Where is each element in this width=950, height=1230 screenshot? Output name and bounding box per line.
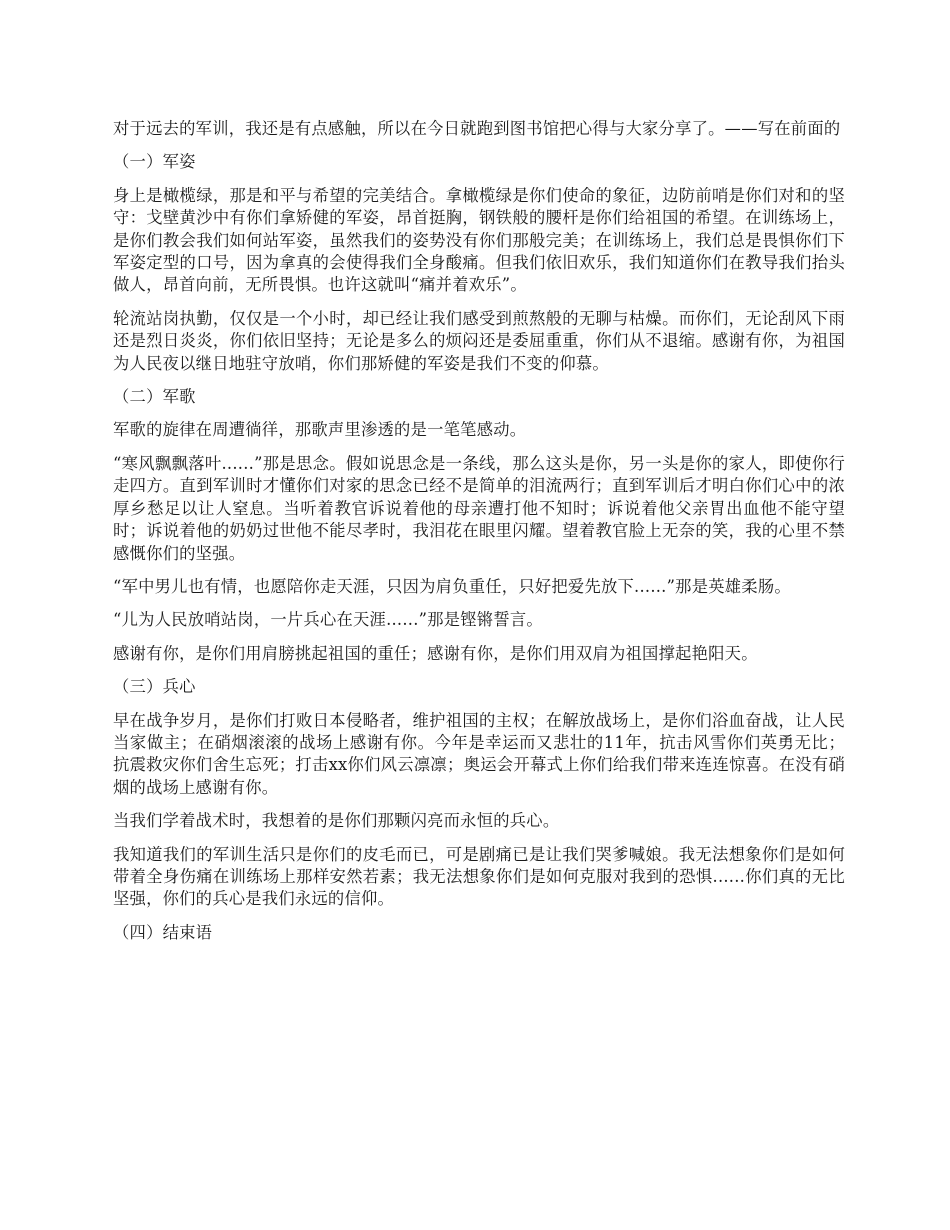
- intro-paragraph: 对于远去的军训，我还是有点感触，所以在今日就跑到图书馆把心得与大家分享了。——写在前面的: [113, 119, 841, 138]
- paragraph: 感谢有你，是你们用肩膀挑起祖国的重任；感谢有你，是你们用双肩为祖国撑起艳阳天。: [113, 643, 758, 663]
- paragraph: 当我们学着战术时，我想着的是你们那颗闪亮而永恒的兵心。: [113, 811, 560, 831]
- section-heading-conclusion: （四）结束语: [113, 922, 213, 942]
- paragraph: “军中男儿也有情，也愿陪你走天涯，只因为肩负重任，只好把爱先放下......”那是英雄柔肠。: [113, 576, 791, 596]
- section-heading-military-posture: （一）军姿: [113, 152, 196, 172]
- paragraph: “寒风飘飘落叶......”那是思念。假如说思念是一条线，那么这头是你，另一头是你的家人，即使你行走四方。直到军训时才懂你们对家的思念已经不是简单的泪流两行；直到军训后才明白你们心中的浓厚乡愁足以让人窒息。当听着教官诉说着他的母亲遭打他不知时；诉说着他父亲胃出血他不能守望时；诉说着他的奶奶过世他不能尽孝时，我泪花在眼里闪耀。望着教官脸上无奈的笑，我的心里不禁感慨你们的坚强。: [113, 453, 845, 563]
- section-heading-soldier-heart: （三）兵心: [113, 677, 196, 697]
- paragraph: 军歌的旋律在周遭徜徉，那歌声里渗透的是一笔笔感动。: [113, 420, 527, 440]
- paragraph: 我知道我们的军训生活只是你们的皮毛而已，可是剧痛已是让我们哭爹喊娘。我无法想象你们是如何带着全身伤痛在训练场上那样安然若素；我无法想象你们是如何克服对我到的恐惧......你们真的无比坚强，你们的兵心是我们永远的信仰。: [113, 844, 845, 909]
- paragraph: 身上是橄榄绿，那是和平与希望的完美结合。拿橄榄绿是你们使命的象征，边防前哨是你们对和的坚守：戈壁黄沙中有你们拿矫健的军姿，昂首挺胸，钢铁般的腰杆是你们给祖国的希望。在训练场上，是你们教会我们如何站军姿，虽然我们的姿势没有你们那般完美；在训练场上，我们总是畏惧你们下军姿定型的口号，因为拿真的会使得我们全身酸痛。但我们依旧欢乐，我们知道你们在教导我们抬头做人，昂首向前，无所畏惧。也许这就叫“痛并着欢乐”。: [113, 185, 845, 295]
- paragraph: 早在战争岁月，是你们打败日本侵略者，维护祖国的主权；在解放战场上，是你们浴血奋战，让人民当家做主；在硝烟滚滚的战场上感谢有你。今年是幸运而又悲壮的11年，抗击风雪你们英勇无比；抗震救灾你们舍生忘死；打击xx你们风云凛凛；奥运会开幕式上你们给我们带来连连惊喜。在没有硝烟的战场上感谢有你。: [113, 710, 845, 797]
- section-heading-military-song: （二）军歌: [113, 387, 196, 407]
- paragraph: “儿为人民放哨站岗，一片兵心在天涯......”那是铿锵誓言。: [113, 610, 543, 630]
- document-body: [113, 118, 845, 955]
- paragraph: 轮流站岗执勤，仅仅是一个小时，却已经让我们感受到煎熬般的无聊与枯燥。而你们，无论刮风下雨还是烈日炎炎，你们依旧坚持；无论是多么的烦闷还是委屈重重，你们从不退缩。感谢有你，为祖国为人民夜以继日地驻守放哨，你们那矫健的军姿是我们不变的仰慕。: [113, 308, 845, 373]
